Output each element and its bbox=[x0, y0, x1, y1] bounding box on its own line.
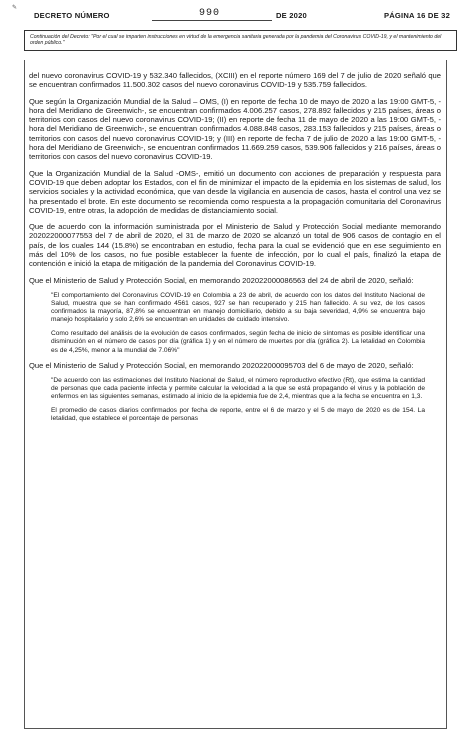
paragraph: Que el Ministerio de Salud y Protección Social, en memorando 202022000095703 del 6 de mayo de 2020, señaló: bbox=[29, 360, 414, 370]
page-header bbox=[24, 8, 454, 24]
document-body bbox=[29, 71, 441, 429]
quote-paragraph: "De acuerdo con las estimaciones del Instituto Nacional de Salud, el número reproductivo efectivo (Rt), que estima la cantidad de personas que cada paciente infecta y permite calcular la velocidad a la que se está propagando el virus y la población de enfermos en las siguientes semanas, estimado al inicio de la epidemia fue de 2,4, mientras que a la fecha se encuentra en 1,3. bbox=[51, 376, 425, 401]
corner-mark: ✎ bbox=[12, 5, 18, 11]
continuation-box: Continuación del Decreto: "Por el cual se imparten instrucciones en virtud de la emergencia sanitaria generada por la pandemia del Coronavirus COVID-19, y el mantenimiento del orden público." bbox=[24, 30, 457, 51]
quote-paragraph: El promedio de casos diarios confirmados por fecha de reporte, entre el 6 de marzo y el 5 de mayo de 2020 es de 154. La letalidad, que establece el porcentaje de personas bbox=[51, 407, 425, 423]
paragraph: del nuevo coronavirus COVID-19 y 532.340 fallecidos, (XCIII) en el reporte número 169 del 7 de julio de 2020 señaló que se encuentran confirmados 11.500.302 casos del nuevo coronavirus COVID-19 y 535.759 fallecidos. bbox=[29, 71, 441, 90]
decreto-number: 990 bbox=[199, 8, 221, 19]
number-underline bbox=[152, 20, 272, 21]
page-number: PÁGINA 16 DE 32 bbox=[383, 11, 450, 20]
decreto-year: DE 2020 bbox=[276, 11, 307, 20]
quote-paragraph: Como resultado del análisis de la evolución de casos confirmados, según fecha de inicio de síntomas es posible identificar una disminución en el número de casos por día (gráfica 1) y en el número de muertes por día (gráfica 2). La letalidad en Colombia es de 4,25%, menor a la mundial de 7.06%" bbox=[51, 330, 425, 354]
quote-paragraph: "El comportamiento del Coronavirus COVID-19 en Colombia a 23 de abril, de acuerdo con los datos del Instituto Nacional de Salud, muestra que se han confirmado 4561 casos, 927 se han recuperado y 215 han fallecido. A su vez, de los casos confirmados la mayoría, 87,8% se encuentran en manejo domiciliario, debido a su baja severidad, 4,9% se encuentra bajo manejo hospitalario y solo 2,6% se encuentran en unidades de cuidado intensivo. bbox=[51, 291, 425, 324]
paragraph: Que la Organización Mundial de la Salud -OMS-, emitió un documento con acciones de preparación y respuesta para COVID-19 que deben adoptar los Estados, con el fin de minimizar el impacto de la epidemia en los sistemas de salud, los servicios sociales y la actividad económica, que van desde la vigilancia en ausencia de casos, hasta el control una vez se ha presentado el brote. En este documento se recomienda como respuesta a la propagación comunitaria del Coronavirus COVID-19, entre otras, la adopción de medidas de distanciamiento social. bbox=[29, 168, 441, 215]
paragraph: Que de acuerdo con la información suministrada por el Ministerio de Salud y Protección Social mediante memorando 202022000077553 del 7 de abril de 2020, el 31 de marzo de 2020 se alcanzó un total de 906 casos de contagio en el país, de los cuales 144 (15.8%) se encontraban en estudio, fecha para la cual se evidenció que en ese seguimiento en más del 10% de los casos, no fue posible establecer la fuente de infección, por lo cual el país, finalizó la etapa de contención e inició la etapa de mitigación de la pandemia del Coronavirus COVID-19. bbox=[29, 222, 441, 269]
decreto-label: DECRETO NÚMERO bbox=[34, 11, 110, 20]
paragraph: Que según la Organización Mundial de la Salud – OMS, (I) en reporte de fecha 10 de mayo de 2020 a las 19:00 GMT-5, - hora del Meridiano de Greenwich-, se encuentran confirmados 4.006.257 casos, 278.892 fallecidos y 215 países, áreas o territorios con casos del nuevo coronavirus COVID-19; (II) en reporte de fecha 11 de mayo de 2020 a las 19:00 GMT-5, - hora del Meridiano de Greenwich-, se encuentran confirmados 4.088.848 casos, 283.153 fallecidos y 215 países, áreas o territorios con casos del nuevo coronavirus COVID-19; y (III) en reporte de fecha 7 de julio de 2020 a las 19:00 GMT-5, -hora del Meridiano de Greenwich-, se encuentran confirmados 11.669.259 casos, 539.906 fallecidos y 216 países, áreas o territorios con casos del nuevo coronavirus COVID-19. bbox=[29, 96, 441, 162]
paragraph: Que el Ministerio de Salud y Protección Social, en memorando 202022000086563 del 24 de abril de 2020, señaló: bbox=[29, 275, 414, 285]
